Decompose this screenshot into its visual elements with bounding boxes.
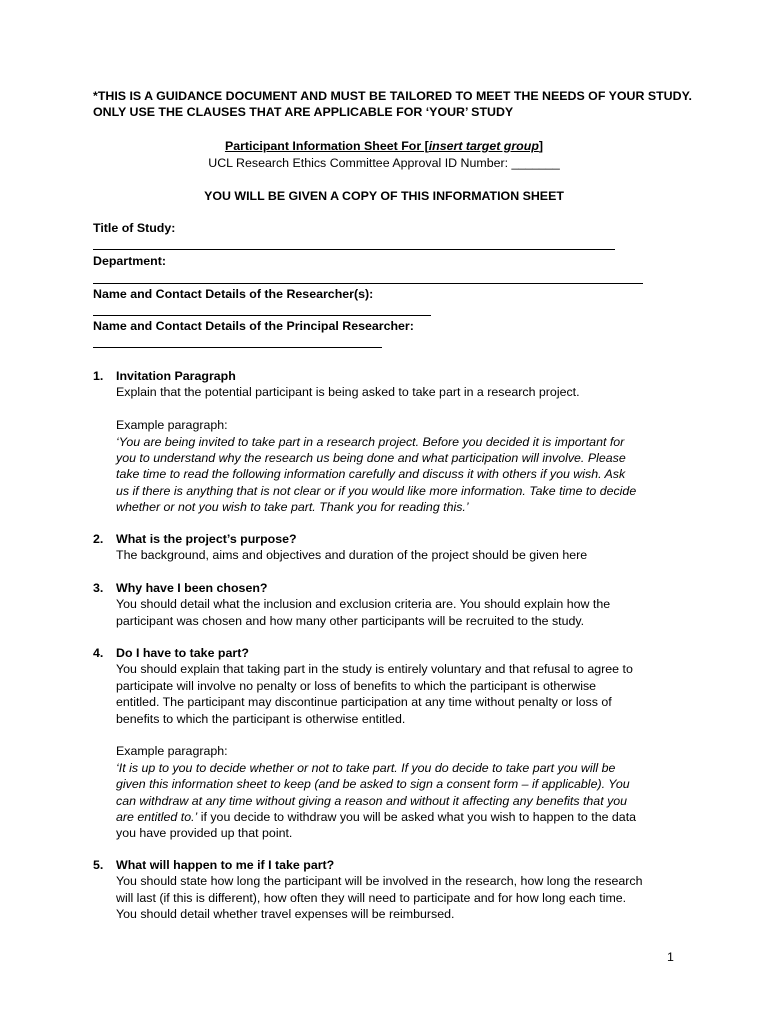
section-5-body-line: You should detail whether travel expenses will be reimbursed.	[116, 907, 455, 922]
section-4-body-line: participate will involve no penalty or loss of benefits to which the participant is otherwise	[116, 678, 597, 693]
section-1-number: 1.	[93, 369, 104, 383]
section-5-heading: What will happen to me if I take part?	[116, 858, 335, 872]
section-2-heading: What is the project’s purpose?	[116, 532, 297, 546]
researcher-label: Name and Contact Details of the Researcher(s):	[93, 287, 374, 301]
section-5-body-line: You should state how long the participant will be involved in the research, how long the research	[116, 874, 643, 889]
principal-researcher-rule	[93, 347, 382, 348]
section-3-body-line: participant was chosen and how many other participants will be recruited to the study.	[116, 613, 585, 628]
section-4-example-line: given this information sheet to keep (and be asked to sign a consent form – if applicable). You	[116, 777, 630, 792]
page-number: 1	[667, 950, 674, 964]
section-4	[116, 645, 686, 842]
approval-id-line: UCL Research Ethics Committee Approval ID Number: _______	[208, 156, 560, 170]
section-2	[116, 531, 686, 564]
section-1-body: Explain that the potential participant is being asked to take part in a research project.	[116, 385, 580, 400]
section-4-example-line: ‘It is up to you to decide whether or not to take part. If you do decide to take part you will be	[116, 760, 616, 775]
section-4-body-line: You should explain that taking part in the study is entirely voluntary and that refusal to agree to	[116, 662, 633, 677]
title-target-group: insert target group	[428, 139, 539, 153]
section-1-example-line: whether or not you wish to take part. Thank you for reading this.’	[116, 500, 469, 515]
section-2-body: The background, aims and objectives and duration of the project should be given here	[116, 548, 588, 563]
title-suffix: ]	[538, 139, 544, 153]
section-3-heading: Why have I been chosen?	[116, 581, 268, 595]
section-4-heading: Do I have to take part?	[116, 646, 249, 660]
title-of-study-rule	[93, 249, 615, 250]
section-1-example-line: us if there is anything that is not clear or if you would like more information. Take time to decide	[116, 483, 637, 498]
section-5-body-line: will last (if this is different), how often they will need to participate and for how long each time.	[116, 890, 627, 905]
section-1-example-line: you to understand why the research us being done and what participation will involve. Please	[116, 451, 626, 466]
section-4-example-line: can withdraw at any time without giving a reason and without it affecting any benefits that you	[116, 793, 628, 808]
section-4-example-line	[116, 809, 686, 825]
department-label: Department:	[93, 254, 166, 268]
researcher-rule	[93, 315, 431, 316]
section-1-example-line: take time to read the following information carefully and discuss it with others if you wish. Ask	[116, 467, 626, 482]
section-4-example-tail: you have provided up that point.	[116, 826, 293, 841]
section-1	[116, 368, 686, 516]
section-1-example-line: ‘You are being invited to take part in a research project. Before you decided it is important for	[116, 434, 625, 449]
title-prefix: Participant Information Sheet For [	[224, 139, 429, 153]
section-4-example-italic-end: are entitled to.’	[116, 810, 198, 825]
section-4-example-plain: if you decide to withdraw you will be asked what you wish to happen to the data	[197, 810, 637, 825]
section-1-example-label: Example paragraph:	[116, 418, 228, 433]
section-4-body-line: benefits to which the participant is otherwise entitled.	[116, 711, 406, 726]
copy-notice: YOU WILL BE GIVEN A COPY OF THIS INFORMATION SHEET	[204, 189, 564, 203]
section-2-number: 2.	[93, 532, 104, 546]
section-5-number: 5.	[93, 858, 104, 872]
guidance-line-2: ONLY USE THE CLAUSES THAT ARE APPLICABLE FOR ‘YOUR’ STUDY	[93, 105, 514, 119]
department-rule	[93, 283, 643, 284]
section-3-number: 3.	[93, 581, 104, 595]
section-1-heading: Invitation Paragraph	[116, 369, 236, 383]
section-3-body-line: You should detail what the inclusion and exclusion criteria are. You should explain how the	[116, 597, 611, 612]
section-4-number: 4.	[93, 646, 104, 660]
section-4-body-line: entitled. The participant may discontinue participation at any time without penalty or loss of	[116, 695, 612, 710]
title-of-study-label: Title of Study:	[93, 221, 176, 235]
principal-researcher-label: Name and Contact Details of the Principal Researcher:	[93, 319, 414, 333]
section-4-example-label: Example paragraph:	[116, 744, 228, 759]
section-5	[116, 857, 686, 923]
section-3	[116, 580, 686, 629]
document-title	[0, 138, 768, 154]
guidance-line-1: *THIS IS A GUIDANCE DOCUMENT AND MUST BE TAILORED TO MEET THE NEEDS OF YOUR STUDY.	[93, 89, 692, 103]
